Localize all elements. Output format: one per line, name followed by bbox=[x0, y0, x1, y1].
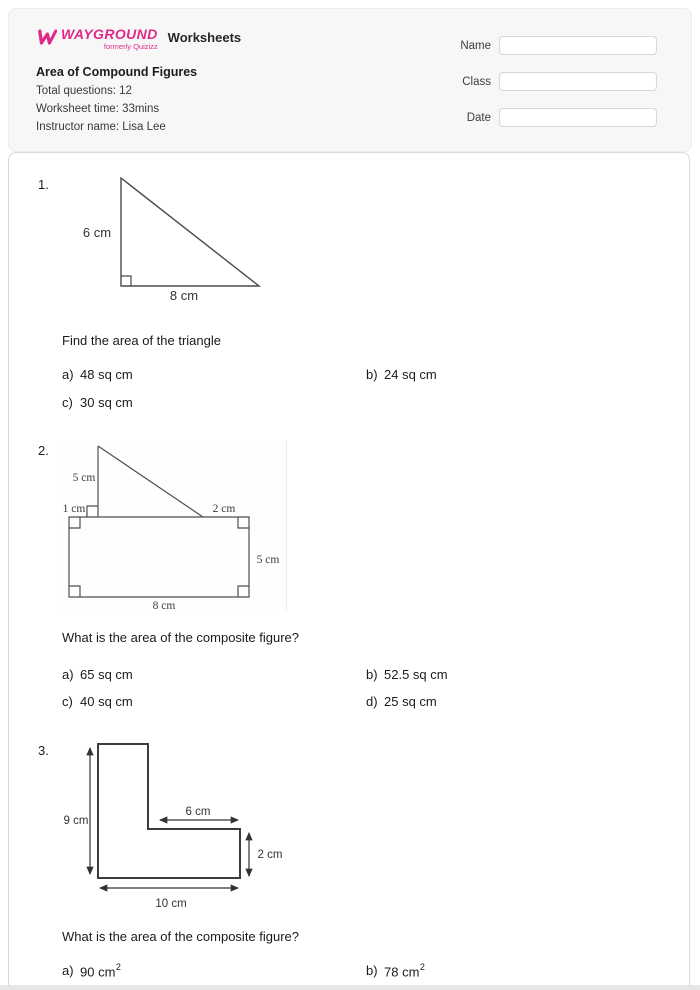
fig2-right-height-label: 5 cm bbox=[256, 554, 280, 566]
question-2-option-c bbox=[62, 694, 133, 709]
question-2-option-d bbox=[366, 694, 437, 709]
total-questions: Total questions: 12 bbox=[36, 85, 132, 97]
right-angle-marker bbox=[238, 517, 249, 528]
question-1-figure bbox=[71, 172, 271, 304]
rectangle-outline bbox=[69, 517, 249, 597]
option-key: b) bbox=[366, 963, 378, 978]
fig2-base-label: 8 cm bbox=[152, 600, 176, 612]
fig2-top-right-label: 2 cm bbox=[212, 503, 236, 515]
right-angle-marker bbox=[69, 586, 80, 597]
name-input[interactable] bbox=[499, 36, 657, 55]
fig2-step-label: 1 cm bbox=[62, 503, 86, 515]
question-2-number: 2. bbox=[38, 443, 49, 458]
brand-name: WAYGROUND bbox=[61, 26, 158, 42]
option-key: a) bbox=[62, 963, 74, 978]
triangle-outline bbox=[121, 178, 259, 286]
worksheet-header bbox=[8, 8, 692, 152]
question-2-option-a bbox=[62, 667, 133, 682]
fig2-left-height-label: 5 cm bbox=[72, 472, 96, 484]
option-text: 65 sq cm bbox=[80, 667, 133, 682]
fig3-notch-label: 6 cm bbox=[185, 806, 211, 818]
question-3-prompt: What is the area of the composite figure? bbox=[62, 929, 300, 944]
question-2-option-b bbox=[366, 667, 448, 682]
option-text: 48 sq cm bbox=[80, 367, 133, 382]
class-label: Class bbox=[462, 75, 491, 88]
worksheet-body bbox=[8, 152, 690, 990]
brand-tagline: formerly Quizizz bbox=[103, 42, 158, 51]
question-1-number: 1. bbox=[38, 177, 49, 192]
question-3-number: 3. bbox=[38, 743, 49, 758]
date-field-row bbox=[429, 108, 675, 127]
right-angle-marker bbox=[121, 276, 131, 286]
option-key: a) bbox=[62, 367, 74, 382]
option-key: b) bbox=[366, 367, 378, 382]
question-1-option-a bbox=[62, 367, 133, 382]
class-input[interactable] bbox=[499, 72, 657, 91]
date-input[interactable] bbox=[499, 108, 657, 127]
page-break-strip bbox=[0, 985, 700, 990]
option-text: 30 sq cm bbox=[80, 395, 133, 410]
option-text: 25 sq cm bbox=[384, 694, 437, 709]
option-key: d) bbox=[366, 694, 378, 709]
option-text: 52.5 sq cm bbox=[384, 667, 448, 682]
question-1-option-c bbox=[62, 395, 133, 410]
option-superscript: 2 bbox=[115, 962, 121, 972]
l-shape-outline bbox=[98, 744, 240, 878]
question-1-prompt: Find the area of the triangle bbox=[62, 333, 221, 348]
triangle-base-label: 8 cm bbox=[169, 288, 199, 303]
date-label: Date bbox=[466, 111, 491, 124]
option-text: 90 $cm^2$ bbox=[80, 962, 121, 980]
instructor-name: Instructor name: Lisa Lee bbox=[36, 121, 166, 133]
right-angle-marker bbox=[87, 506, 98, 517]
option-key: a) bbox=[62, 667, 74, 682]
class-field-row bbox=[429, 72, 675, 91]
triangle-height-label: 6 cm bbox=[82, 225, 112, 240]
fig3-bottom-label: 10 cm bbox=[155, 898, 187, 910]
option-key: c) bbox=[62, 694, 73, 709]
name-label: Name bbox=[460, 39, 491, 52]
question-3-option-a bbox=[62, 963, 120, 979]
fig3-left-label: 9 cm bbox=[63, 815, 89, 827]
right-angle-marker bbox=[69, 517, 80, 528]
question-2-prompt: What is the area of the composite figure? bbox=[62, 630, 300, 645]
option-key: b) bbox=[366, 667, 378, 682]
worksheets-label: Worksheets bbox=[167, 30, 242, 45]
logo bbox=[35, 27, 241, 51]
question-3-option-b bbox=[366, 963, 424, 979]
name-field-row bbox=[429, 36, 675, 55]
triangle-hypotenuse bbox=[98, 446, 203, 517]
question-3-figure bbox=[61, 737, 306, 915]
option-text: 78 $cm^2$ bbox=[384, 962, 425, 980]
option-key: c) bbox=[62, 395, 73, 410]
question-1-option-b bbox=[366, 367, 437, 382]
option-text: 24 sq cm bbox=[384, 367, 437, 382]
question-2-figure bbox=[61, 440, 287, 612]
worksheet-title: Area of Compound Figures bbox=[36, 65, 198, 79]
worksheet-time: Worksheet time: 33mins bbox=[36, 103, 160, 115]
option-superscript: 2 bbox=[419, 962, 425, 972]
wayground-logo-icon bbox=[35, 29, 57, 45]
fig3-right-label: 2 cm bbox=[257, 849, 283, 861]
right-angle-marker bbox=[238, 586, 249, 597]
option-text: 40 sq cm bbox=[80, 694, 133, 709]
